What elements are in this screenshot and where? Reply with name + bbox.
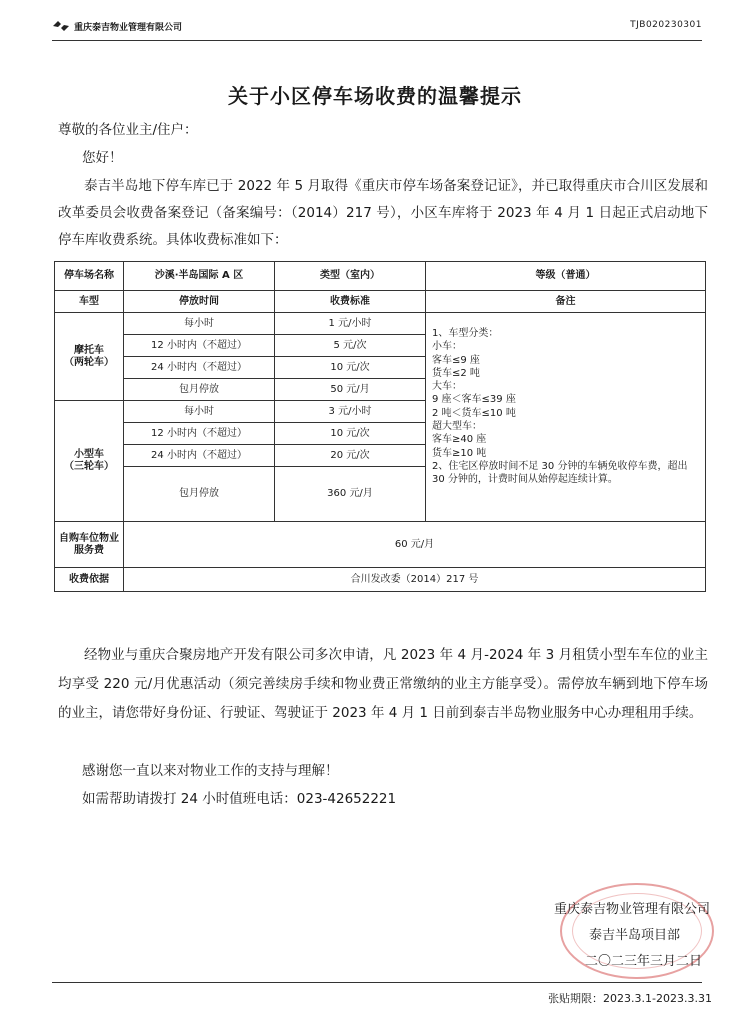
note-line: 客车≥40 座	[432, 434, 487, 446]
table-cell: 12 小时内（不超过）	[124, 423, 275, 445]
table-cell: 每小时	[124, 313, 275, 335]
note-line: 9 座＜客车≤39 座	[432, 394, 516, 406]
help-line: 如需帮助请拨打 24 小时值班电话：023-42652221	[82, 791, 397, 807]
table-row	[55, 313, 706, 335]
table-cell: 360 元/月	[275, 467, 426, 522]
table-cell: 包月停放	[124, 379, 275, 401]
posting-period: 张贴期限：2023.3.1-2023.3.31	[548, 992, 712, 1005]
table-cell: 1 元/小时	[275, 313, 426, 335]
car-type-cell	[55, 401, 124, 522]
header-doc-code: TJB020230301	[630, 20, 702, 30]
car-label: 小型车	[74, 449, 104, 460]
table-cell: 车型	[55, 291, 124, 313]
table-cell: 收费依据	[55, 568, 124, 592]
table-cell: 合川发改委（2014）217 号	[124, 568, 706, 592]
table-cell: 24 小时内（不超过）	[124, 357, 275, 379]
table-row	[55, 568, 706, 592]
table-cell: 停车场名称	[55, 262, 124, 291]
notes-cell	[426, 313, 706, 522]
table-cell: 沙溪·半岛国际 A 区	[124, 262, 275, 291]
table-cell: 包月停放	[124, 467, 275, 522]
table-cell: 60 元/月	[124, 522, 706, 568]
table-cell: 5 元/次	[275, 335, 426, 357]
table-row	[55, 522, 706, 568]
table-cell: 12 小时内（不超过）	[124, 335, 275, 357]
offer-paragraph: 经物业与重庆合聚房地产开发有限公司多次申请，凡 2023 年 4 月-2024 年 3 月租赁小型车车位的业主均享受 220 元/月优惠活动（须完善续房手续和物业费正常缴纳的业主方能享受）。需停放车辆到地下停车场的业主，请您带好身份证、行驶证、驾驶证于 2023 年 4 月 1 日前到泰吉半岛物业服务中心办理租用手续。	[58, 647, 708, 721]
table-cell: 50 元/月	[275, 379, 426, 401]
table-cell: 10 元/次	[275, 357, 426, 379]
company-logo-icon	[52, 20, 70, 32]
table-cell: 10 元/次	[275, 423, 426, 445]
moto-label: 摩托车	[74, 344, 104, 356]
footer-divider	[52, 982, 702, 983]
moto-type-cell	[55, 313, 124, 401]
table-cell: 3 元/小时	[275, 401, 426, 423]
fee-table	[54, 261, 706, 592]
table-cell: 类型（室内）	[275, 262, 426, 291]
table-row	[55, 262, 706, 291]
hello: 您好！	[82, 150, 123, 166]
table-cell: 收费标准	[275, 291, 426, 313]
table-cell: 备注	[426, 291, 706, 313]
moto-sublabel: （两轮车）	[64, 356, 114, 368]
note-line: 超大型车：	[432, 421, 482, 433]
note-line: 小车：	[432, 341, 462, 353]
header-company: 重庆泰吉物业管理有限公司	[74, 23, 183, 33]
table-cell: 20 元/次	[275, 445, 426, 467]
table-row	[55, 291, 706, 313]
intro-paragraph: 泰吉半岛地下停车库已于 2022 年 5 月取得《重庆市停车场备案登记证》，并已取得重庆市合川区发展和改革委员会收费备案登记（备案编号：（2014）217 号），小区车库将于 2023 年 4 月 1 日起正式启动地下停车库收费系统。具体收费标准如下：	[58, 178, 708, 248]
page-header	[52, 14, 702, 41]
note-line: 2 吨＜货车≤10 吨	[432, 407, 516, 419]
signature-dept: 泰吉半岛项目部	[588, 928, 680, 943]
table-cell: 24 小时内（不超过）	[124, 445, 275, 467]
table-cell: 等级（普通）	[426, 262, 706, 291]
note-line: 1、车型分类：	[432, 328, 499, 339]
table-cell: 自购车位物业服务费	[55, 522, 124, 568]
car-sublabel: （三轮车）	[64, 461, 114, 472]
note-line: 客车≤9 座	[432, 354, 480, 366]
note-line: 货车≥10 吨	[432, 447, 487, 459]
greeting: 尊敬的各位业主/住户：	[58, 122, 198, 138]
signature-company: 重庆泰吉物业管理有限公司	[553, 902, 710, 917]
thanks-line: 感谢您一直以来对物业工作的支持与理解！	[82, 763, 339, 779]
note-line: 货车≤2 吨	[432, 367, 480, 379]
signature-date: 二〇二三年三月二日	[584, 954, 702, 969]
table-cell: 每小时	[124, 401, 275, 423]
notice-title: 关于小区停车场收费的温馨提示	[228, 84, 522, 108]
note-line: 大车：	[432, 381, 462, 393]
note-line: 2、住宅区停放时间不足 30 分钟的车辆免收停车费，超出 30 分钟的，计费时间从始停起连续计算。	[432, 460, 688, 486]
table-cell: 停放时间	[124, 291, 275, 313]
